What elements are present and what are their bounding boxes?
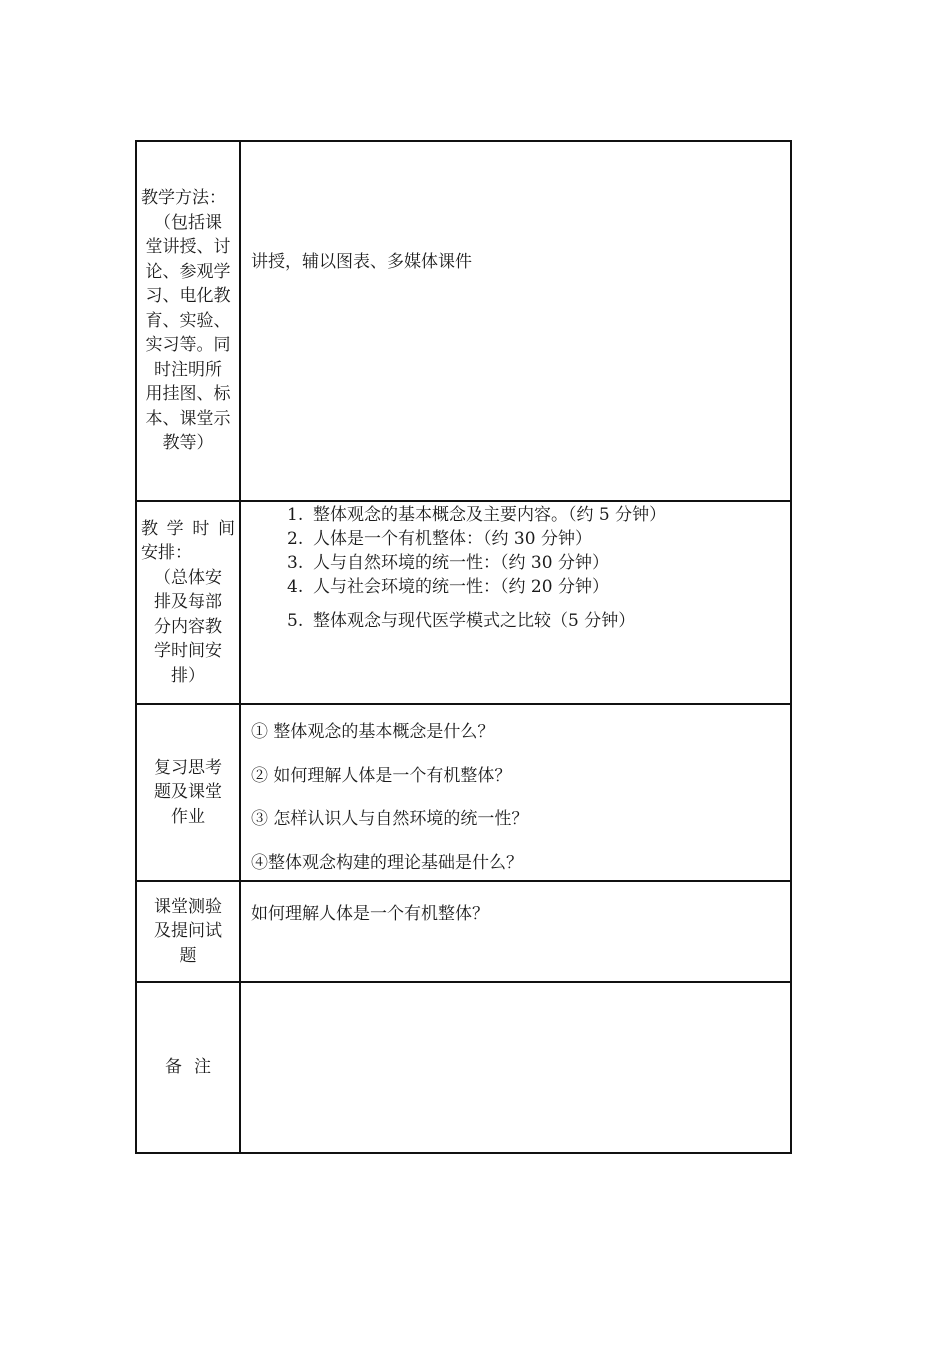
lesson-plan-table: [135, 140, 792, 1154]
label-line: 安排：: [141, 543, 192, 564]
schedule-item-text: 人与自然环境的统一性：（约 30 分钟）: [313, 553, 609, 573]
label-line: （总体安: [154, 567, 222, 588]
schedule-item: [287, 575, 790, 599]
schedule-item-number: 4.: [287, 577, 304, 597]
label-line: 时注明所: [154, 359, 222, 380]
review-homework-row: [136, 704, 791, 881]
label-line: 排）: [171, 665, 205, 686]
schedule-item-text: 人体是一个有机整体：（约 30 分钟）: [313, 529, 592, 549]
label-line: 堂讲授、讨: [145, 237, 231, 258]
schedule-item: [287, 527, 790, 551]
label-line: 题及课堂: [154, 782, 222, 803]
label-char: 时: [192, 518, 210, 539]
class-quiz-row: [136, 881, 791, 982]
schedule-item-number: 2.: [287, 529, 304, 549]
label-line: 本、课堂示: [145, 408, 231, 429]
schedule-list: [251, 503, 790, 633]
label-line: 实习等。同: [145, 335, 231, 356]
teaching-method-content: 讲授，辅以图表、多媒体课件: [240, 141, 791, 501]
teaching-schedule-row: [136, 501, 791, 704]
label-line: 题: [179, 945, 197, 966]
schedule-item-text: 整体观念的基本概念及主要内容。（约 5 分钟）: [313, 505, 667, 525]
label-line: 教等）: [162, 433, 214, 454]
label-char: 备: [165, 1057, 182, 1078]
label-line: [165, 1055, 211, 1080]
label-line: 学时间安: [154, 641, 222, 662]
label-line: 育、实验、: [145, 310, 231, 331]
label-line: 教学方法：: [141, 188, 226, 209]
label-line: 习、电化教: [145, 286, 231, 307]
label-line: 排及每部: [154, 592, 222, 613]
class-quiz-content: 如何理解人体是一个有机整体？: [240, 881, 791, 982]
label-line: （包括课: [154, 212, 222, 233]
review-question: ③ 怎样认识人与自然环境的统一性？: [251, 809, 529, 829]
teaching-method-row: [136, 141, 791, 501]
label-line: [141, 517, 235, 542]
review-homework-content: [240, 704, 791, 881]
label-char: 间: [217, 518, 235, 539]
review-homework-label: [136, 704, 240, 881]
teaching-method-label: [136, 141, 240, 501]
label-line: 论、参观学: [145, 261, 231, 282]
schedule-item-number: 3.: [287, 553, 304, 573]
label-char: 教: [141, 518, 158, 539]
schedule-item: [287, 503, 790, 527]
schedule-item-number: 1.: [287, 505, 304, 525]
schedule-item: [287, 551, 790, 575]
notes-label: [136, 982, 240, 1153]
label-char: 注: [194, 1057, 211, 1078]
review-question: ② 如何理解人体是一个有机整体？: [251, 765, 512, 786]
schedule-item-text: 整体观念与现代医学模式之比较（5 分钟）: [313, 611, 636, 631]
label-line: 分内容教: [154, 616, 222, 637]
label-line: 课堂测验: [154, 896, 222, 917]
notes-row: [136, 982, 791, 1153]
notes-content: [240, 982, 791, 1153]
schedule-item-text: 人与社会环境的统一性：（约 20 分钟）: [313, 577, 609, 597]
review-question: ① 整体观念的基本概念是什么？: [251, 722, 495, 742]
label-line: 及提问试: [154, 921, 222, 942]
schedule-item-number: 5.: [287, 611, 304, 631]
review-question: ④整体观念构建的理论基础是什么？: [251, 852, 523, 873]
class-quiz-label: [136, 881, 240, 982]
teaching-schedule-label: [136, 501, 240, 704]
schedule-item: [287, 609, 790, 633]
label-char: 学: [166, 518, 184, 539]
teaching-schedule-content: [240, 501, 791, 704]
label-line: 复习思考: [154, 757, 222, 778]
label-line: 用挂图、标: [145, 384, 231, 405]
label-line: 作业: [171, 806, 205, 827]
